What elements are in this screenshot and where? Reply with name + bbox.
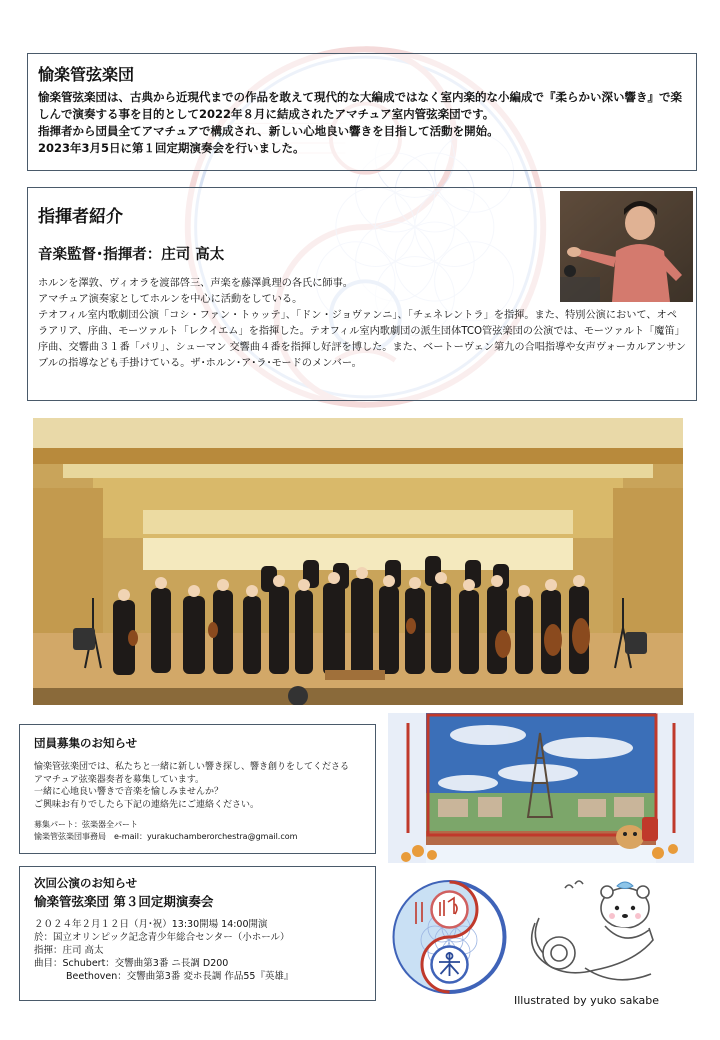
bio-line-3: テオフィル室内歌劇団公演「コシ・ファン・トゥッテ」、「ドン・ジョヴァンニ」、「チェネレントラ」を指揮。また、特別公演において、オペラアリア、序曲、モーツァルト「レクイエム」を指揮した。テオフィル室内歌劇団の派生団体TCO管弦楽団の公演では、モーツァルト「魔笛」序曲、交響曲３１番「パリ」、シューマン 交響曲４番を指揮し好評を博した。また、ベートーヴェン第九の合唱指導や女声ヴォーカルアンサンブルの指導なども手掛けている。ザ･ホルン･ア･ラ･モードのメンバー。 (38, 310, 686, 369)
concert-program-2: Beethoven：交響曲第3番 変ホ長調 作品55『英雄』 (66, 971, 294, 982)
conductor-heading: 指揮者紹介 (38, 207, 123, 227)
recruit-details (34, 819, 365, 843)
bio-line-1: ホルンを澤敦、ヴィオラを渡部啓三、声楽を藤澤眞理の各氏に師事。 (38, 278, 353, 289)
recruit-line-3: 一緒に心地良い響きで音楽を愉しみませんか？ (34, 787, 224, 797)
intro-paragraph-1: 愉楽管弦楽団は、古典から近現代までの作品を敢えて現代的な大編成ではなく室内楽的な小編成で『柔らかい深い響き』で楽しんで演奏する事を目的として2022年８月に結成されたアマチュア室内管弦楽団です。 (38, 90, 682, 121)
recruitment-section (19, 724, 376, 854)
concert-title: 愉楽管弦楽団 第３回定期演奏会 (34, 894, 214, 909)
bio-line-2: アマチュア演奏家としてホルンを中心に活動をしている。 (38, 294, 303, 305)
recruit-part: 募集パート：弦楽器全パート (34, 820, 138, 829)
paris-illustration (388, 713, 694, 863)
recruit-contact[interactable]: 愉楽管弦楽団事務局 e-mail：yurakuchamberorchestra@gmail.com (34, 832, 298, 841)
recruit-line-1: 愉楽管弦楽団では、私たちと一緒に新しい響き探し、響き創りをしてくださる (34, 762, 350, 772)
recruit-line-4: ご興味お有りでしたら下記の連絡先にご連絡ください。 (34, 799, 260, 810)
conductor-section (27, 187, 697, 401)
concert-date: ２０２４年２月１２日（月･祝）13:30開場 14:00開演 (34, 919, 268, 930)
intro-paragraph-2: 指揮者から団員全てアマチュアで構成され、新しい心地良い響きを目指して活動を開始。 (38, 124, 499, 138)
concert-conductor: 指揮：庄司 高太 (34, 945, 104, 956)
recruit-heading: 団員募集のお知らせ (34, 736, 138, 750)
orchestra-photo (33, 418, 683, 705)
illustration-credit: Illustrated by yuko sakabe (514, 994, 660, 1007)
orchestra-logo (392, 878, 507, 996)
recruit-text (34, 761, 365, 811)
orchestra-title: 愉楽管弦楽団 (38, 65, 135, 84)
recruit-line-2: アマチュア弦楽器奏者を募集しています。 (34, 774, 205, 785)
concert-heading: 次回公演のお知らせ (34, 876, 138, 890)
next-concert-section (19, 866, 376, 1001)
concert-venue: 於：国立オリンピック記念青少年総合センター（小ホール） (34, 932, 290, 943)
intro-paragraph-3: 2023年3月5日に第１回定期演奏会を行いました。 (38, 141, 305, 155)
conductor-photo (560, 191, 693, 302)
intro-section (27, 53, 697, 171)
bear-horn-illustration (525, 878, 670, 990)
conductor-name: 音楽監督･指揮者：庄司 高太 (38, 247, 225, 263)
concert-program-1: 曲目：Schubert：交響曲第3番 ニ長調 D200 (34, 958, 229, 969)
concert-details (34, 918, 365, 983)
